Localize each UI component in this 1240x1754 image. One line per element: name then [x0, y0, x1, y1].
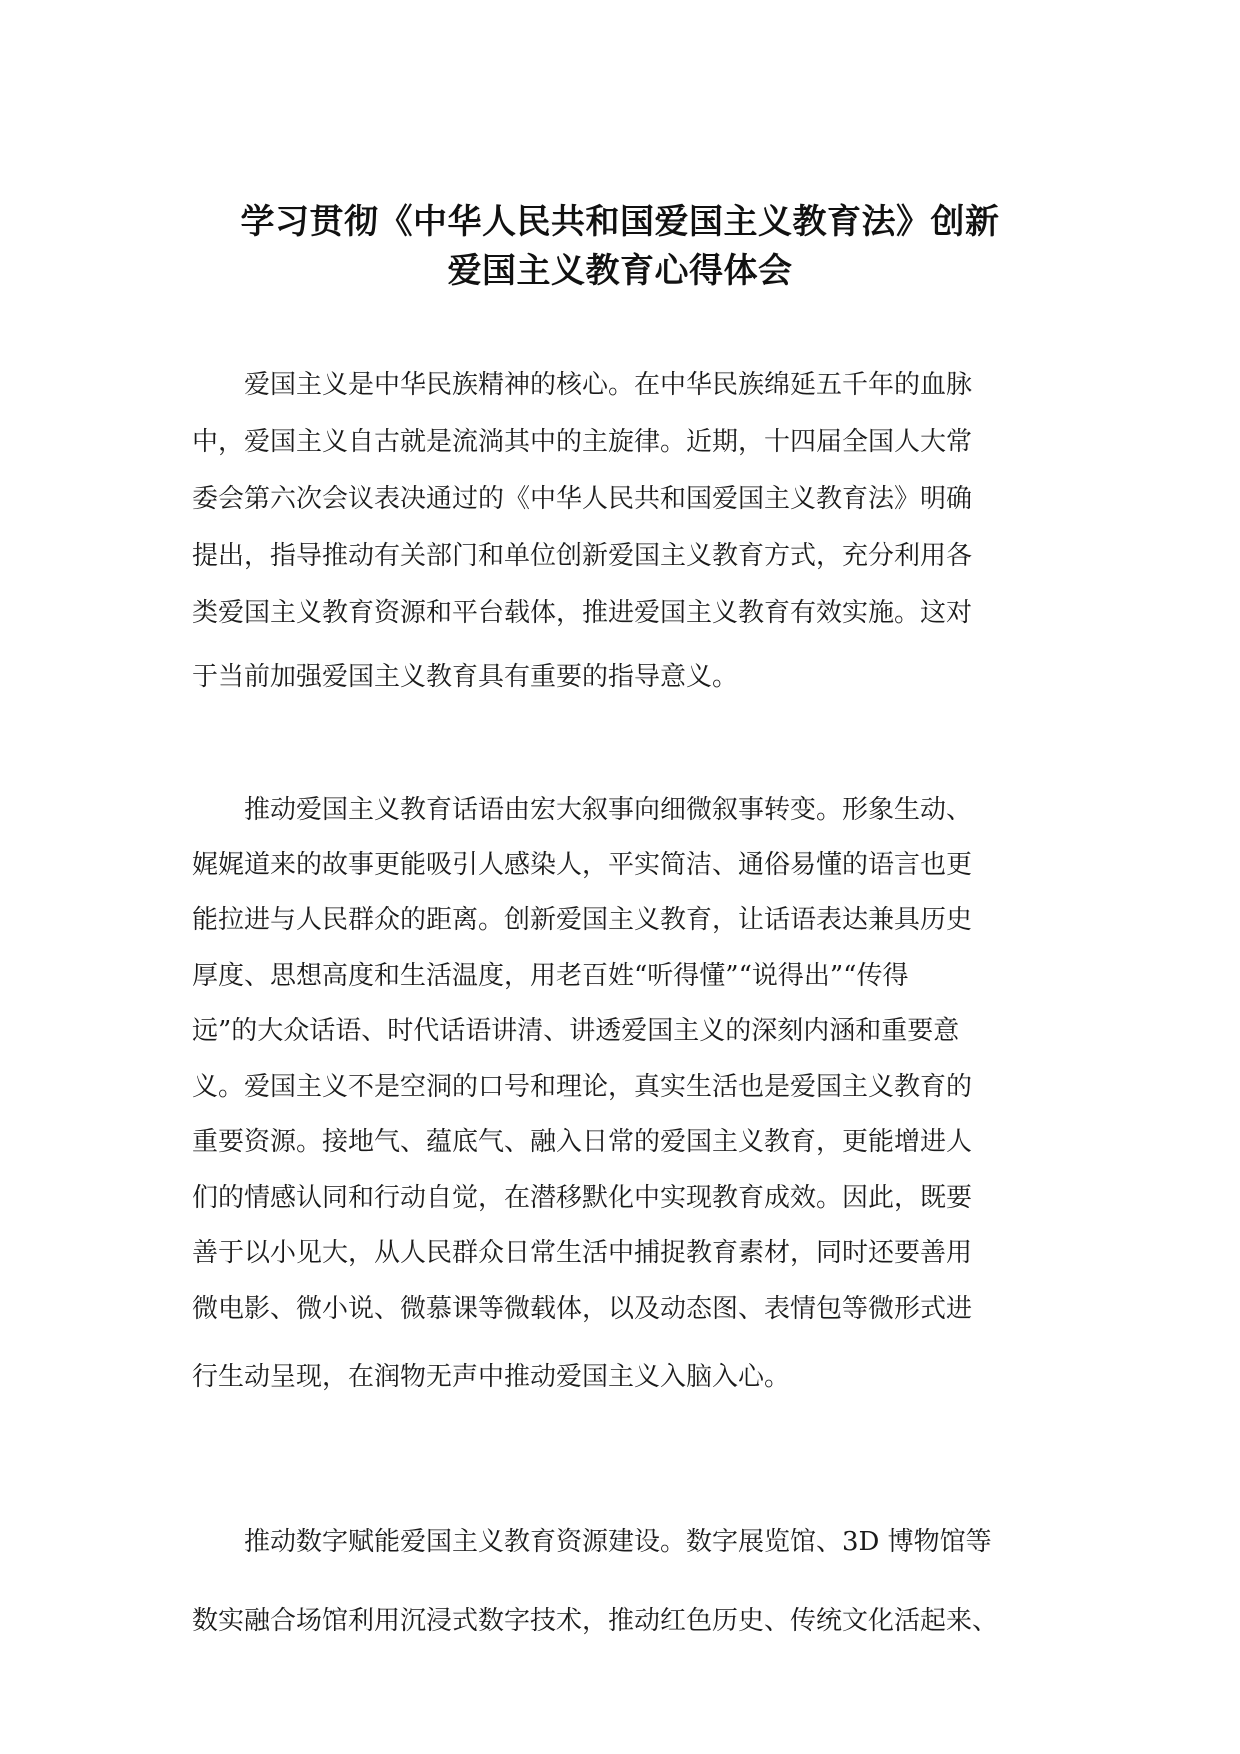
paragraph-line: 行生动呈现，在润物无声中推动爱国主义入脑入心。 [192, 1362, 791, 1392]
paragraph-line: 爱国主义是中华民族精神的核心。在中华民族绵延五千年的血脉 [244, 370, 973, 400]
paragraph-line: 远”的大众话语、时代话语讲清、讲透爱国主义的深刻内涵和重要意 [192, 1016, 960, 1046]
paragraph-line: 推动数字赋能爱国主义教育资源建设。数字展览馆、3D 博物馆等 [244, 1527, 992, 1557]
paragraph-line: 中，爱国主义自古就是流淌其中的主旋律。近期，十四届全国人大常 [192, 427, 973, 457]
paragraph-line: 们的情感认同和行动自觉，在潜移默化中实现教育成效。因此，既要 [192, 1183, 973, 1213]
paragraph-line: 于当前加强爱国主义教育具有重要的指导意义。 [192, 662, 739, 692]
paragraph-line: 义。爱国主义不是空洞的口号和理论，真实生活也是爱国主义教育的 [192, 1072, 973, 1102]
paragraph-line: 委会第六次会议表决通过的《中华人民共和国爱国主义教育法》明确 [192, 484, 973, 514]
paragraph-line: 厚度、思想高度和生活温度，用老百姓“听得懂”“说得出”“传得 [192, 961, 909, 991]
document-title-line-2: 爱国主义教育心得体会 [447, 251, 793, 291]
paragraph-line: 类爱国主义教育资源和平台载体，推进爱国主义教育有效实施。这对 [192, 598, 973, 628]
paragraph-line: 推动爱国主义教育话语由宏大叙事向细微叙事转变。形象生动、 [244, 795, 973, 825]
paragraph-line: 重要资源。接地气、蕴底气、融入日常的爱国主义教育，更能增进人 [192, 1127, 973, 1157]
paragraph-line: 数实融合场馆利用沉浸式数字技术，推动红色历史、传统文化活起来、 [192, 1606, 999, 1636]
paragraph-line: 能拉进与人民群众的距离。创新爱国主义教育，让话语表达兼具历史 [192, 905, 973, 935]
paragraph-line: 微电影、微小说、微慕课等微载体，以及动态图、表情包等微形式进 [192, 1294, 973, 1324]
paragraph-line: 善于以小见大，从人民群众日常生活中捕捉教育素材，同时还要善用 [192, 1238, 973, 1268]
paragraph-line: 娓娓道来的故事更能吸引人感染人，平实简洁、通俗易懂的语言也更 [192, 850, 973, 880]
paragraph-line: 提出，指导推动有关部门和单位创新爱国主义教育方式，充分利用各 [192, 541, 973, 571]
document-title-line-1: 学习贯彻《中华人民共和国爱国主义教育法》创新 [240, 202, 1000, 242]
